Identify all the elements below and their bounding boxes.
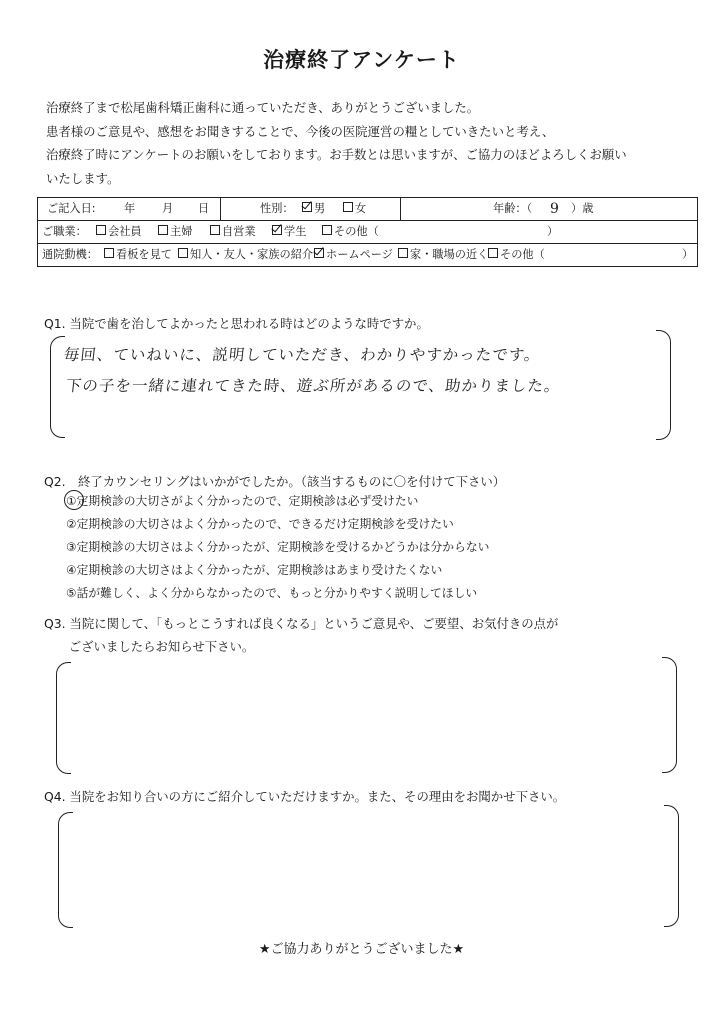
- q4-question: Q4. 当院をお知り合いの方にご紹介していただけますか。また、その理由をお聞かせ下さい。: [44, 789, 566, 804]
- occupation-option-label: 主婦: [170, 225, 193, 238]
- date-label: ご記入日:: [47, 202, 96, 215]
- date-month-field[interactable]: 月: [162, 202, 174, 215]
- q1-answer-line[interactable]: 下の子を一緒に連れてきた時、遊ぶ所があるので、助かりました。: [64, 377, 562, 395]
- checkbox-icon[interactable]: [343, 202, 353, 212]
- checkbox-icon[interactable]: [398, 248, 408, 258]
- motive-option[interactable]: [314, 244, 393, 266]
- motive-option-label: 看板を見て: [116, 248, 172, 261]
- q3-question-line: Q3. 当院に関して、「もっとこうすれば良くなる」というご意見や、ご要望、お気付きの点が: [44, 616, 559, 631]
- q2-option-5[interactable]: ⑤話が難しく、よく分からなかったので、もっと分かりやすく説明してほしい: [66, 586, 478, 600]
- motive-option-label: その他（: [500, 248, 545, 261]
- q3-question-line: ございましたらお知らせ下さい。: [44, 639, 255, 654]
- age-value[interactable]: 9: [550, 201, 559, 217]
- thank-you-footer: ★ご協力ありがとうございました★: [258, 942, 465, 957]
- q2-option-2[interactable]: ②定期検診の大切さはよく分かったので、できるだけ定期検診を受けたい: [66, 517, 454, 531]
- occupation-option-label: その他（: [334, 225, 379, 238]
- q2-option-3[interactable]: ③定期検診の大切さはよく分かったが、定期検診を受けるかどうかは分からない: [66, 540, 490, 554]
- intro-line: 患者様のご意見や、感想をお聞きすることで、今後の医院運営の糧としていきたいと考え、: [46, 123, 555, 139]
- respondent-info-table: [37, 197, 698, 267]
- q2-option-1[interactable]: ①定期検診の大切さがよく分かったので、定期検診は必ず受けたい: [66, 494, 419, 508]
- gender-male-label: 男: [314, 202, 326, 215]
- intro-line: いたします。: [46, 170, 120, 186]
- q1-answer-bracket-right: [656, 330, 671, 440]
- motive-option[interactable]: [178, 244, 313, 266]
- occupation-option-label: 自営業: [222, 225, 256, 238]
- q3-answer-bracket-left[interactable]: [56, 662, 71, 774]
- checkbox-icon[interactable]: [322, 225, 332, 235]
- age-label: 年齢：（: [493, 202, 533, 215]
- q4-answer-bracket-left[interactable]: [58, 812, 73, 928]
- motive-option-label: 家・職場の近く: [410, 248, 489, 261]
- occupation-option[interactable]: [158, 221, 192, 243]
- motive-label: 通院動機：: [42, 248, 98, 261]
- gender-male-option[interactable]: [302, 198, 325, 220]
- q4-answer-bracket-right: [664, 805, 679, 927]
- date-day-field[interactable]: 日: [198, 202, 210, 215]
- info-row-visit-motive: [38, 244, 697, 266]
- q2-option-4[interactable]: ④定期検診の大切さはよく分かったが、定期検診はあまり受けたくない: [66, 563, 443, 577]
- gender-female-label: 女: [355, 202, 367, 215]
- occupation-option[interactable]: [96, 221, 142, 243]
- motive-other-close: ）: [682, 248, 694, 261]
- divider: [220, 198, 221, 220]
- q3-answer-bracket-right: [662, 657, 677, 773]
- motive-option-label: ホームページ: [326, 248, 393, 261]
- checkbox-checked-icon[interactable]: [272, 225, 282, 235]
- intro-line: 治療終了まで松尾歯科矯正歯科に通っていただき、ありがとうございました。: [46, 100, 480, 115]
- q1-question: Q1. 当院で歯を治してよかったと思われる時はどのような時ですか。: [44, 316, 429, 331]
- checkbox-checked-icon[interactable]: [302, 202, 312, 212]
- checkbox-icon[interactable]: [96, 225, 106, 235]
- occupation-option-label: 会社員: [108, 225, 142, 238]
- checkbox-icon[interactable]: [158, 225, 168, 235]
- checkbox-icon[interactable]: [178, 248, 188, 258]
- intro-line: 治療終了時にアンケートのお願いをしております。お手数とは思いますが、ご協力のほどよろしくお願い: [46, 147, 627, 162]
- occupation-label: ご職業：: [42, 225, 87, 238]
- occupation-other-close: ）: [547, 225, 559, 238]
- motive-option[interactable]: [104, 244, 172, 266]
- intro-text: [46, 96, 686, 190]
- date-year-field[interactable]: 年: [124, 202, 136, 215]
- divider: [400, 198, 401, 220]
- q2-question: Q2. 終了カウンセリングはいかがでしたか。（該当するものに〇を付けて下さい）: [44, 474, 506, 489]
- info-row-occupation: [38, 221, 697, 244]
- checkbox-icon[interactable]: [210, 225, 220, 235]
- motive-option-label: 知人・友人・家族の紹介: [190, 248, 314, 261]
- q1-answer-bracket-left: [50, 336, 65, 438]
- occupation-option[interactable]: [322, 221, 379, 243]
- occupation-option[interactable]: [272, 221, 306, 243]
- age-unit: ）歳: [571, 202, 594, 215]
- motive-option[interactable]: [398, 244, 488, 266]
- checkbox-icon[interactable]: [488, 248, 498, 258]
- gender-female-option[interactable]: [343, 198, 366, 220]
- motive-option[interactable]: [488, 244, 545, 266]
- gender-label: 性別：: [260, 202, 294, 215]
- occupation-option[interactable]: [210, 221, 256, 243]
- checkbox-icon[interactable]: [104, 248, 114, 258]
- occupation-option-label: 学生: [284, 225, 307, 238]
- info-row-date-gender-age: [38, 198, 697, 221]
- page-title: 治療終了アンケート: [263, 48, 460, 72]
- q1-answer-line[interactable]: 毎回、ていねいに、説明していただき、わかりやすかったです。: [62, 346, 542, 364]
- checkbox-checked-icon[interactable]: [314, 248, 324, 258]
